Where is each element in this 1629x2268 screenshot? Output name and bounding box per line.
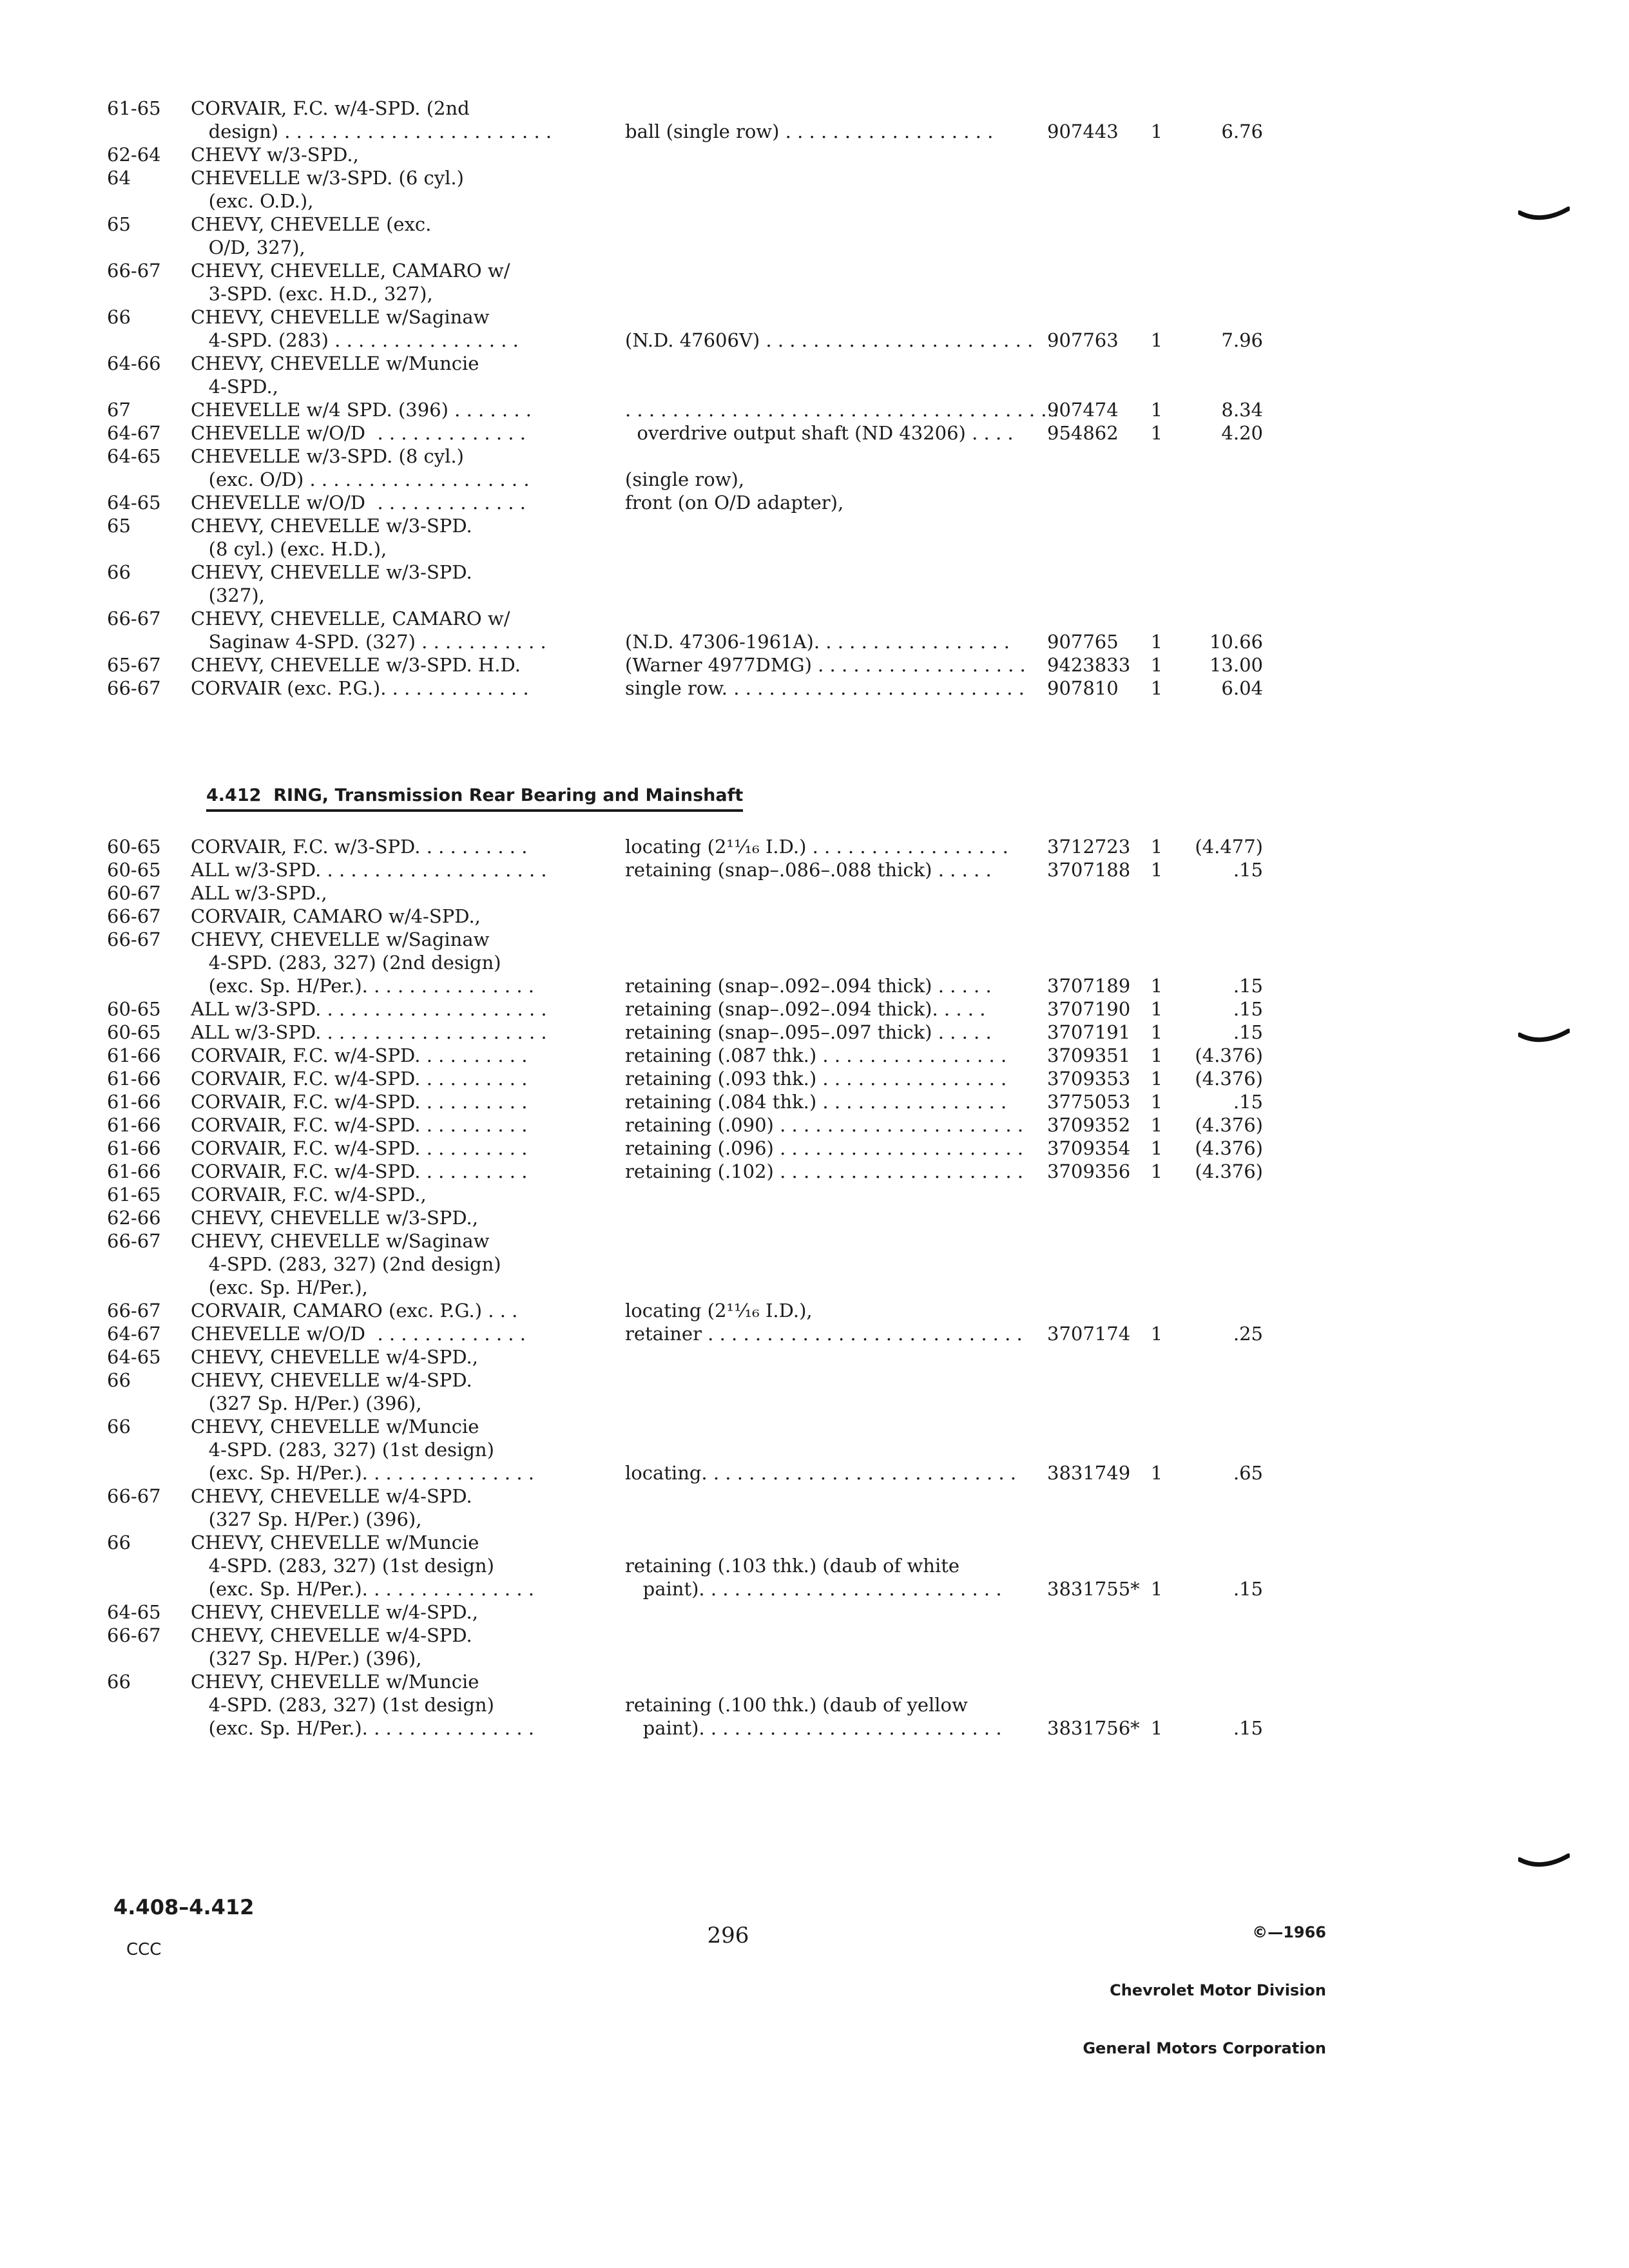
- division-line: Chevrolet Motor Division: [1110, 1981, 1326, 1999]
- page-number: 296: [707, 1923, 749, 1948]
- section-reference: 4.408–4.412: [113, 1895, 255, 1919]
- model-column: CORVAIR, F.C. w/4-SPD. (2nd design) . . . . . . . . . . . . . . . . . . . . . . . CHEVY w/3-SPD., CHEVELLE w/3-SPD. (6 cyl.) (exc. O.D.), CHEVY, CHEVELLE (exc. O/D, 327), CHEVY, CHEVELLE, CAMARO w/ 3-SPD. (exc. H.D., 327), CHEVY, CHEVELLE w/Saginaw 4-SPD. (283) . . . . . . . . . . . . . . . . CHEVY, CHEVELLE w/Muncie 4-SPD., CHEVELLE w/4 SPD. (396) . . . . . . . CHEVELLE w/O/D . . . . . . . . . . . . . CHEVELLE w/3-SPD. (8 cyl.) (exc. O/D) . . . . . . . . . . . . . . . . . . . CHEVELLE w/O/D . . . . . . . . . . . . . CHEVY, CHEVELLE w/3-SPD. (8 cyl.) (exc. H.D.), CHEVY, CHEVELLE w/3-SPD. (327), CHEVY, CHEVELLE, CAMARO w/ Saginaw 4-SPD. (327) . . . . . . . . . . . CHEVY, CHEVELLE w/3-SPD. H.D. CORVAIR (exc. P.G.). . . . . . . . . . . . .: [191, 97, 552, 699]
- copyright-line: ©—1966: [1252, 1923, 1326, 1941]
- description-column: locating (2¹¹⁄₁₆ I.D.) . . . . . . . . . . . . . . . . . retaining (snap–.086–.088 thick) . . . . . retaining (snap–.092–.094 thick) . . . . . retaining (snap–.092–.094 thick). . . . . retaining (snap–.095–.097 thick) . . . . . retaining (.087 thk.) . . . . . . . . . . . . . . . . retaining (.093 thk.) . . . . . . . . . . . . . . . . retaining (.084 thk.) . . . . . . . . . . . . . . . . retaining (.090) . . . . . . . . . . . . . . . . . . . . . retaining (.096) . . . . . . . . . . . . . . . . . . . . . retaining (.102) . . . . . . . . . . . . . . . . . . . . . locating (2¹¹⁄₁₆ I.D.), retainer . . . . . . . . . . . . . . . . . . . . . . . . . . . locating. . . . . . . . . . . . . . . . . . . . . . . . . . . retaining (.103 thk.) (daub of white paint). . . . . . . . . . . . . . . . . . . . . . . . . . retaining (.100 thk.) (daub of yellow paint). . . . . . . . . . . . . . . . . . . . . . . . . .: [625, 836, 1024, 1739]
- corporation-line: General Motors Corporation: [1083, 2039, 1326, 2057]
- quantity-column: 1 1 1 1 1 1 1: [1150, 120, 1163, 699]
- part-number-column: 907443 907763 907474 954862 907765 9423833 907810: [1047, 120, 1131, 699]
- binding-mark-icon: [1518, 206, 1570, 223]
- price-column: (4.477) .15 .15 .15 .15 (4.376) (4.376) .15 (4.376) (4.376) (4.376) .25 .65 .15 .15: [1195, 836, 1263, 1739]
- section-heading: 4.412 RING, Transmission Rear Bearing and Mainshaft: [206, 785, 743, 812]
- copyright-block: [1083, 1884, 1326, 2077]
- year-column: 61-65 62-64 64 65 66-67 66 64-66 67 64-67 64-65 64-65 65 66 66-67 65-67 66-67: [107, 97, 161, 699]
- binding-mark-icon: [1518, 1853, 1570, 1870]
- description-column: ball (single row) . . . . . . . . . . . . . . . . . . (N.D. 47606V) . . . . . . . . . . . . . . . . . . . . . . . . . . . . . . . . . . . . . . . . . . . . . . . . . . . . . . . . . . . . overdrive output shaft (ND 43206) . . . . (single row), front (on O/D adapter), (N.D. 47306-1961A). . . . . . . . . . . . . . . . . (Warner 4977DMG) . . . . . . . . . . . . . . . . . . single row. . . . . . . . . . . . . . . . . . . . . . . . . .: [625, 120, 1059, 699]
- year-column: 60-65 60-65 60-67 66-67 66-67 60-65 60-65 61-66 61-66 61-66 61-66 61-66 61-66 61-65 62-66 66-67 66-67 64-67 64-65 66 66 66-67 66 64-65 66-67 66: [107, 836, 161, 1693]
- quantity-column: 1 1 1 1 1 1 1 1 1 1 1 1 1 1 1: [1150, 836, 1163, 1739]
- model-column: CORVAIR, F.C. w/3-SPD. . . . . . . . . . ALL w/3-SPD. . . . . . . . . . . . . . . . . . . . ALL w/3-SPD., CORVAIR, CAMARO w/4-SPD., CHEVY, CHEVELLE w/Saginaw 4-SPD. (283, 327) (2nd design) (exc. Sp. H/Per.). . . . . . . . . . . . . . . ALL w/3-SPD. . . . . . . . . . . . . . . . . . . . ALL w/3-SPD. . . . . . . . . . . . . . . . . . . . CORVAIR, F.C. w/4-SPD. . . . . . . . . . CORVAIR, F.C. w/4-SPD. . . . . . . . . . CORVAIR, F.C. w/4-SPD. . . . . . . . . . CORVAIR, F.C. w/4-SPD. . . . . . . . . . CORVAIR, F.C. w/4-SPD. . . . . . . . . . CORVAIR, F.C. w/4-SPD. . . . . . . . . . CORVAIR, F.C. w/4-SPD., CHEVY, CHEVELLE w/3-SPD., CHEVY, CHEVELLE w/Saginaw 4-SPD. (283, 327) (2nd design) (exc. Sp. H/Per.), CORVAIR, CAMARO (exc. P.G.) . . . CHEVELLE w/O/D . . . . . . . . . . . . . CHEVY, CHEVELLE w/4-SPD., CHEVY, CHEVELLE w/4-SPD. (327 Sp. H/Per.) (396), CHEVY, CHEVELLE w/Muncie 4-SPD. (283, 327) (1st design) (exc. Sp. H/Per.). . . . . . . . . . . . . . . CHEVY, CHEVELLE w/4-SPD. (327 Sp. H/Per.) (396), CHEVY, CHEVELLE w/Muncie 4-SPD. (283, 327) (1st design) (exc. Sp. H/Per.). . . . . . . . . . . . . . . CHEVY, CHEVELLE w/4-SPD., CHEVY, CHEVELLE w/4-SPD. (327 Sp. H/Per.) (396), CHEVY, CHEVELLE w/Muncie 4-SPD. (283, 327) (1st design) (exc. Sp. H/Per.). . . . . . . . . . . . . . .: [191, 836, 547, 1739]
- binding-mark-icon: [1518, 1028, 1570, 1045]
- price-column: 6.76 7.96 8.34 4.20 10.66 13.00 6.04: [1209, 120, 1263, 699]
- part-number-column: 3712723 3707188 3707189 3707190 3707191 3709351 3709353 3775053 3709352 3709354 3709356 3707174 3831749 3831755* 3831756*: [1047, 836, 1140, 1739]
- catalog-code: CCC: [126, 1940, 162, 1959]
